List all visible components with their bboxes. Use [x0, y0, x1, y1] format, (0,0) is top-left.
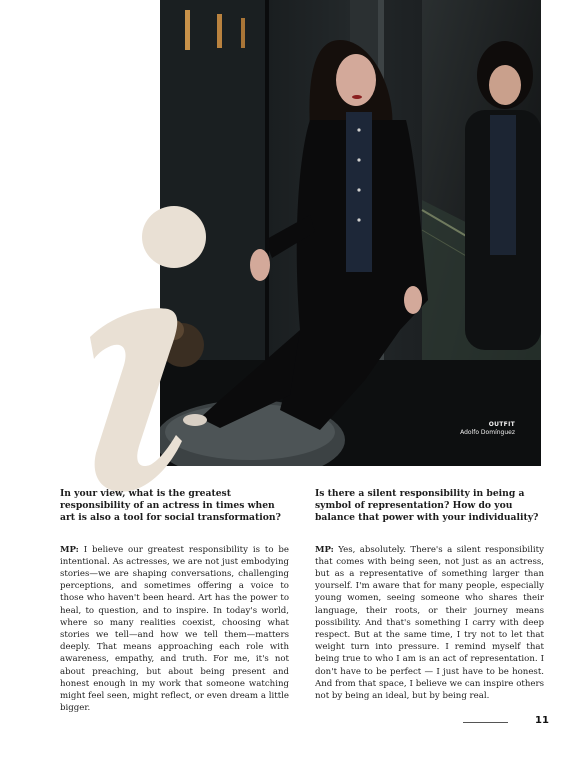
right-column — [315, 488, 544, 702]
credit-label: OUTFIT — [488, 421, 515, 428]
left-answer — [60, 544, 289, 715]
page-number: 11 — [535, 715, 549, 726]
right-answer — [315, 544, 544, 703]
left-question: In your view, what is the greatest responsibility of an actress in times when art is also a tool for social transformation? — [60, 488, 281, 524]
credit-value: Adolfo Domínguez — [460, 428, 515, 436]
left-column — [60, 488, 289, 714]
outfit-credit — [460, 421, 515, 436]
cover-photo — [160, 0, 541, 466]
right-answer-text: Yes, absolutely. There's a silent responsibility that comes with being seen, not just as an actress, but as a representative of something larger than yourself. I'm aware that for many people, especially young women, seeing someone who shares their language, their roots, or their journey means possibility. And that's something I carry with deep respect. But at the same time, I try not to let that weight turn into pressure. I remind myself that being true to who I am is an act of representation. I don't have to be perfect — I just have to be honest. And from that space, I believe we can inspire others not by being an ideal, but by being real. — [315, 544, 544, 702]
footer-divider — [463, 722, 508, 723]
right-speaker: MP: — [315, 544, 334, 555]
left-answer-text: I believe our greatest responsibility is to be intentional. As actresses, we are not just embodying stories—we are shaping conversations, challenging perceptions, and sometimes offering a voice to those who haven't been heard. Art has the power to heal, to question, and to inspire. In today's world, where so many realities coexist, choosing what stories we tell—and how we tell them—matters deeply. That means approaching each role with awareness, empathy, and truth. For me, it's not about preaching, but about being present and honest enough in my work that someone watching might feel seen, might reflect, or even dream a little bigger. — [60, 544, 289, 714]
right-question: Is there a silent responsibility in being a symbol of representation? How do you balance that power with your individuality? — [315, 488, 539, 524]
left-speaker: MP: — [60, 544, 79, 555]
decorative-letter-i — [70, 205, 210, 495]
photo-illustration — [160, 0, 541, 466]
